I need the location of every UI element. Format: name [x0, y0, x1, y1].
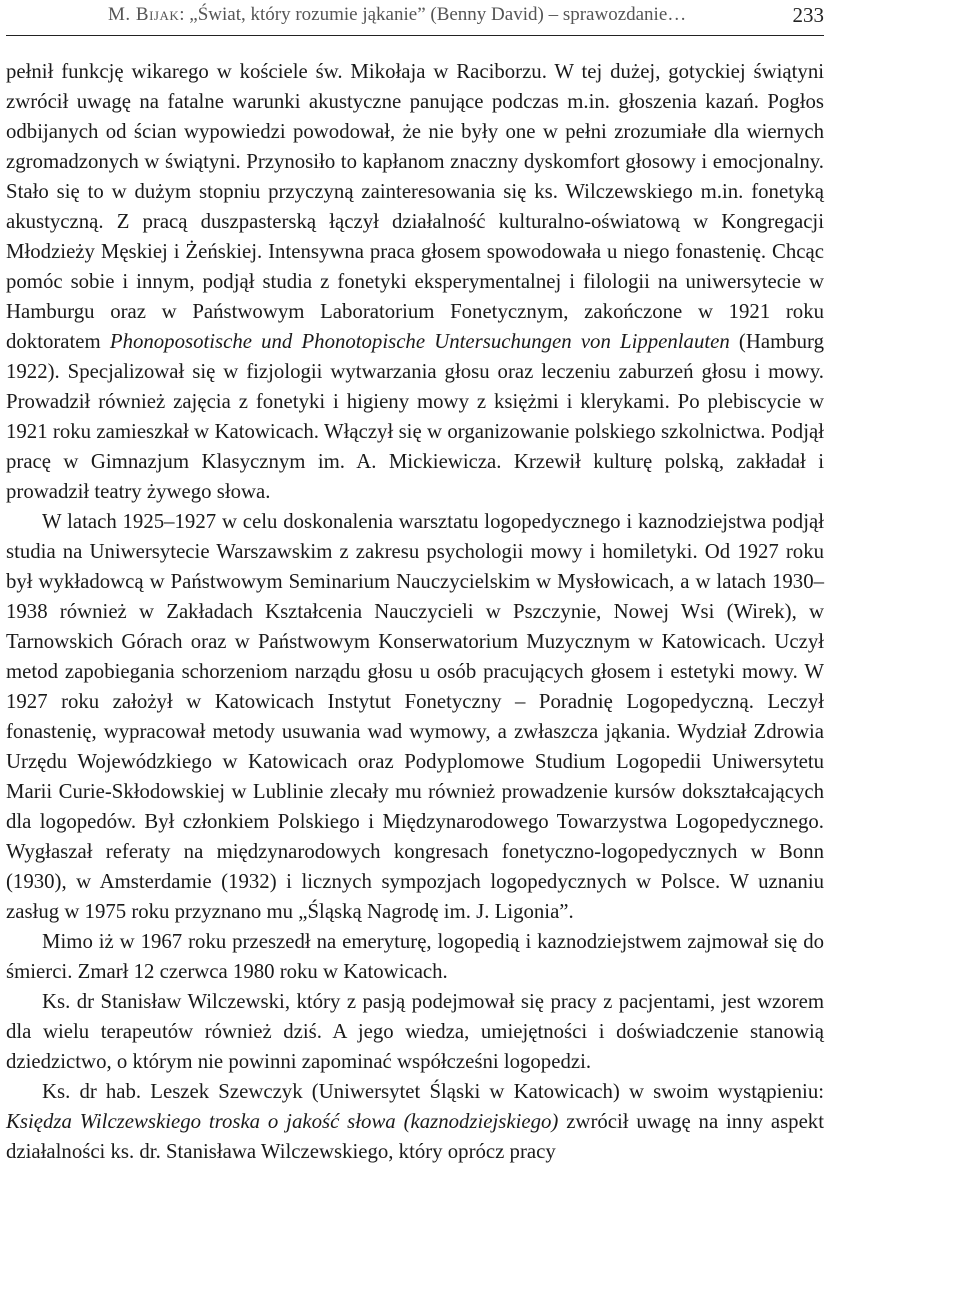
paragraph-1-text-a: pełnił funkcję wikarego w kościele św. Mikołaja w Raciborzu. W tej dużej, gotyckiej świątyni zwrócił uwagę na fatalne warunki akustyczne panujące podczas m.in. głoszenia kazań. Pogłos odbijanych od ścian wypowiedzi powodował, że nie były one w pełni zrozumiałe dla wiernych zgromadzonych w świątyni. Przynosiło to kapłanom znaczny dyskomfort głosowy i emocjonalny. Stało się to w dużym stopniu przyczyną zainteresowania się ks. Wilczewskiego m.in. fonetyką akustyczną. Z pracą duszpasterską łączył działalność kulturalno-oświatową w Kongregacji Młodzieży Męskiej i Żeńskiej. Intensywna praca głosem spowodowała u niego fonastenię. Chcąc pomóc sobie i innym, podjął studia z fonetyki eksperymentalnej i filologii na uniwersytecie w Hamburgu oraz w Państwowym Laboratorium Fonetycznym, zakończone w 1921 roku doktoratem [6, 60, 824, 353]
paragraph-4 [6, 987, 824, 1077]
page [6, 0, 824, 1308]
paragraph-1-text-b: (Hamburg 1922). Specjalizował się w fizjologii wytwarzania głosu oraz leczeniu zaburzeń głosu i mowy. Prowadził również zajęcia z fonetyki i higieny mowy z księżmi i klerykami. Po plebiscycie w 1921 roku zamieszkał w Katowicach. Włączył się w organizowanie polskiego szkolnictwa. Podjął pracę w Gimnazjum Klasycznym im. A. Mickiewicza. Krzewił kulturę polską, zakładał i prowadził teatry żywego słowa. [6, 330, 825, 503]
paragraph-4-text: Ks. dr Stanisław Wilczewski, który z pasją podejmował się pracy z pacjentami, jest wzorem dla wielu terapeutów również dziś. A jego wiedza, umiejętności i doświadczenie stanowią dziedzictwo, o którym nie powinni zapominać współcześni logopedzi. [6, 990, 824, 1073]
paragraph-2-text: W latach 1925–1927 w celu doskonalenia warsztatu logopedycznego i kaznodziejstwa podjął studia na Uniwersytecie Warszawskim z zakresu psychologii mowy i homiletyki. Od 1927 roku był wykładowcą w Państwowym Seminarium Nauczycielskim w Mysłowicach, a w latach 1930–1938 również w Zakładach Kształcenia Nauczycieli w Pszczynie, Nowej Wsi (Wirek), w Tarnowskich Górach oraz w Państwowym Konserwatorium Muzycznym w Katowicach. Uczył metod zapobiegania schorzeniom narządu głosu u osób pracujących głosem i estetyki mowy. W 1927 roku założył w Katowicach Instytut Fonetyczny – Poradnię Logopedyczną. Leczył fonastenię, wypracował metody usuwania wad wymowy, a zwłaszcza jąkania. Wydział Zdrowia Urzędu Wojewódzkiego w Katowicach oraz Podyplomowe Studium Logopedii Uniwersytetu Marii Curie-Skłodowskiej w Lublinie zlecały mu również prowadzenie kursów dokształcających dla logopedów. Był członkiem Polskiego i Międzynarodowego Towarzystwa Logopedycznego. Wygłaszał referaty na międzynarodowych kongresach fonetyczno-logopedycznych w Bonn (1930), w Amsterdamie (1932) i licznych sympozjach logopedycznych w Polsce. W uznaniu zasług w 1975 roku przyznano mu „Śląską Nagrodę im. J. Ligonia”. [6, 510, 824, 923]
paragraph-5-text-b: zwrócił uwagę na inny aspekt działalności ks. dr. Stanisława Wilczewskiego, który oprócz pracy [6, 1110, 824, 1163]
paragraph-2 [6, 507, 824, 927]
body-text [6, 57, 824, 1167]
page-number: 233 [792, 3, 824, 27]
dissertation-title: Phonoposotische und Phonotopische Untersuchungen von Lippenlauten [109, 330, 730, 353]
paragraph-5 [6, 1077, 824, 1167]
paragraph-3-text: Mimo iż w 1967 roku przeszedł na emeryturę, logopedią i kaznodziejstwem zajmował się do śmierci. Zmarł 12 czerwca 1980 roku w Katowicach. [6, 930, 824, 983]
paragraph-3 [6, 927, 824, 987]
running-title [108, 4, 686, 26]
paragraph-5-text-a: Ks. dr hab. Leszek Szewczyk (Uniwersytet Śląski w Katowicach) w swoim wystąpieniu: [42, 1080, 824, 1103]
running-title-text: : „Świat, który rozumie jąkanie” (Benny David) – sprawozdanie… [179, 4, 687, 25]
running-title-author: M. Bijak [108, 4, 180, 25]
talk-title: Księdza Wilczewskiego troska o jakość słowa (kaznodziejskiego) [6, 1110, 559, 1133]
running-head [6, 0, 824, 36]
paragraph-1 [6, 57, 824, 507]
